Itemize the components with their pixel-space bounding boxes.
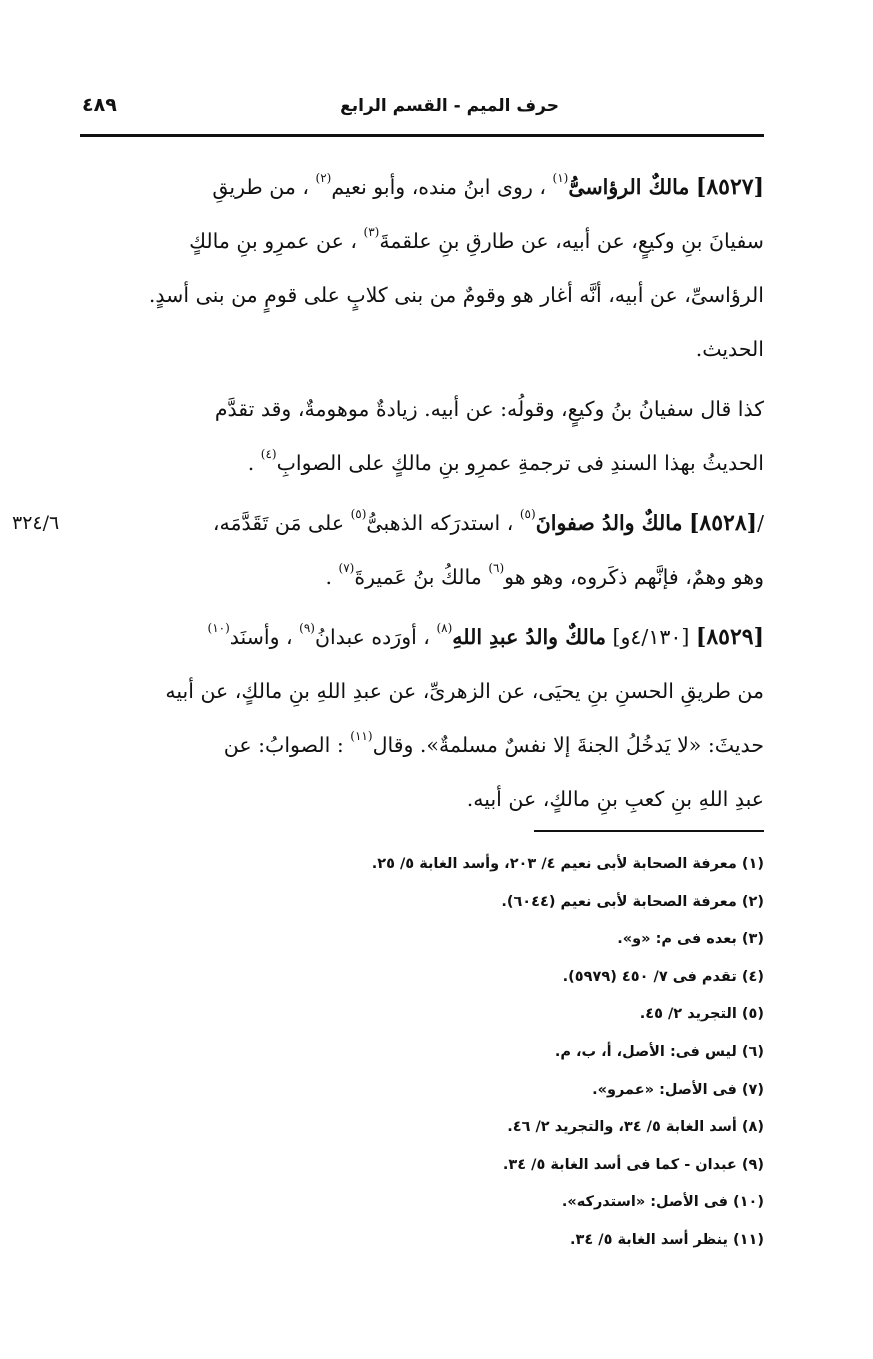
- footnote-7: (٧) فى الأصل: «عمرو».: [592, 1081, 764, 1098]
- entry-name: مالكٌ الرؤاسىُّ: [568, 175, 690, 199]
- text-line: [80, 214, 764, 268]
- entry-number: [٨٥٢٩]: [695, 624, 764, 650]
- text-line: [80, 718, 764, 772]
- text-line: [80, 322, 764, 376]
- text-run: على مَن تَقَدَّمَه،: [212, 511, 345, 535]
- text-line: [80, 436, 764, 490]
- footnote-1: (١) معرفة الصحابة لأبى نعيم ٤/ ٢٠٣، وأسد الغابة ٥/ ٢٥.: [371, 856, 764, 872]
- text-run: ، وأسنَد: [229, 625, 293, 649]
- entry-name: مالكٌ والدُ صفوانَ: [535, 511, 683, 535]
- margin-page-reference: ٣٢٤/٦: [12, 512, 60, 534]
- footnote-ref: (٥): [519, 507, 536, 521]
- footnote-9: (٩) عبدان - كما فى أسد الغابة ٥/ ٣٤.: [502, 1156, 764, 1173]
- page-header: [80, 92, 764, 132]
- footnote-3: (٣) بعده فى م: «و».: [617, 931, 764, 948]
- footnote-ref: (١١): [350, 729, 373, 743]
- footnote-11: (١١) ينظر أسد الغابة ٥/ ٣٤.: [570, 1231, 764, 1248]
- footnote-ref: (٩): [299, 621, 315, 635]
- footnote-ref: (١): [552, 171, 569, 185]
- page-number: ٤٨٩: [82, 94, 117, 116]
- text-run: كذا قال سفيانُ بنُ وكيعٍ، وقولُه: عن أبيه. زيادةٌ موهومةٌ، وقد تقدَّم: [214, 397, 764, 421]
- footnote-ref: (٨): [436, 621, 453, 635]
- footnote-6: (٦) ليس فى: الأصل، أ، ب، م.: [554, 1043, 764, 1060]
- entry-8527: [80, 160, 764, 376]
- text-line: [80, 160, 764, 214]
- text-run: ، استدرَكه الذهبىُّ: [366, 511, 514, 535]
- footnote-5: (٥) التجريد ٢/ ٤٥.: [639, 1006, 764, 1023]
- footnote-separator: [534, 830, 764, 832]
- text-run: ، من طريقِ: [212, 175, 309, 199]
- text-run: ، روى ابنُ منده، وأبو نعيم: [331, 175, 546, 199]
- text-run: الرؤاسىِّ، عن أبيه، أنَّه أغار هو وقومٌ من بنى كلابٍ على قومٍ من بنى أسدٍ.: [148, 283, 764, 307]
- footnote-8: (٨) أسد الغابة ٥/ ٣٤، والتجريد ٢/ ٤٦.: [507, 1119, 764, 1136]
- text-run: : الصوابُ: عن: [223, 733, 344, 757]
- text-run: عبدِ اللهِ بنِ كعبِ بنِ مالكٍ، عن أبيه.: [466, 787, 764, 811]
- page-break-mark: /: [757, 511, 764, 535]
- text-run: .: [325, 565, 332, 589]
- header-rule: [80, 134, 764, 137]
- text-run: ، أورَده عبدانُ: [314, 625, 430, 649]
- entry-8527-commentary: [80, 382, 764, 490]
- text-run: ، عن عمرِو بنِ مالكٍ: [189, 229, 357, 253]
- footnote-ref: (٧): [338, 561, 355, 575]
- entry-number: [٨٥٢٧]: [695, 174, 764, 200]
- text-run: سفيانَ بنِ وكيعٍ، عن أبيه، عن طارقِ بنِ علقمةَ: [379, 229, 764, 253]
- footnote-ref: (٦): [488, 561, 505, 575]
- entry-number: [٨٥٢٨]: [688, 510, 758, 536]
- entry-8528: [80, 496, 764, 604]
- text-run: مالكُ بنُ عَميرةَ: [354, 565, 482, 589]
- manuscript-ref: [٤/١٣٠و]: [612, 625, 690, 649]
- text-run: حديثَ: «لا يَدخُلُ الجنةَ إلا نفسٌ مسلمةٌ». وقال: [372, 733, 764, 757]
- text-run: الحديثُ بهذا السندِ فى ترجمةِ عمرِو بنِ مالكٍ على الصوابِ: [276, 451, 764, 475]
- text-run: من طريقِ الحسنِ بنِ يحيَى، عن الزهرىِّ، عن عبدِ اللهِ بنِ مالكٍ، عن أبيه: [165, 679, 764, 703]
- main-text: [80, 160, 764, 832]
- text-line: [80, 772, 764, 826]
- footnote-4: (٤) تقدم فى ٧/ ٤٥٠ (٥٩٧٩).: [562, 968, 764, 985]
- footnote-ref: (٣): [363, 225, 380, 239]
- text-line: [80, 550, 764, 604]
- text-line: [80, 382, 764, 436]
- text-run: الحديث.: [695, 337, 764, 361]
- text-line: [80, 496, 764, 550]
- footnote-2: (٢) معرفة الصحابة لأبى نعيم (٦٠٤٤).: [501, 893, 764, 910]
- footnotes: [80, 846, 764, 1260]
- footnote-ref: (٤): [260, 447, 277, 461]
- footnote-10: (١٠) فى الأصل: «استدركه».: [561, 1194, 764, 1211]
- footnote-ref: (٥): [350, 507, 367, 521]
- text-run: وهو وهمٌ، فإنَّهم ذكَروه، وهو هو: [504, 565, 764, 589]
- running-title: حرف الميم - القسم الرابع: [340, 96, 559, 116]
- text-line: [80, 610, 764, 664]
- entry-name: مالكٌ والدُ عبدِ اللهِ: [452, 625, 606, 649]
- text-line: [80, 268, 764, 322]
- footnote-ref: (٢): [315, 171, 332, 185]
- text-run: .: [247, 451, 255, 475]
- footnote-ref: (١٠): [207, 621, 230, 635]
- text-line: [80, 664, 764, 718]
- entry-8529: [80, 610, 764, 826]
